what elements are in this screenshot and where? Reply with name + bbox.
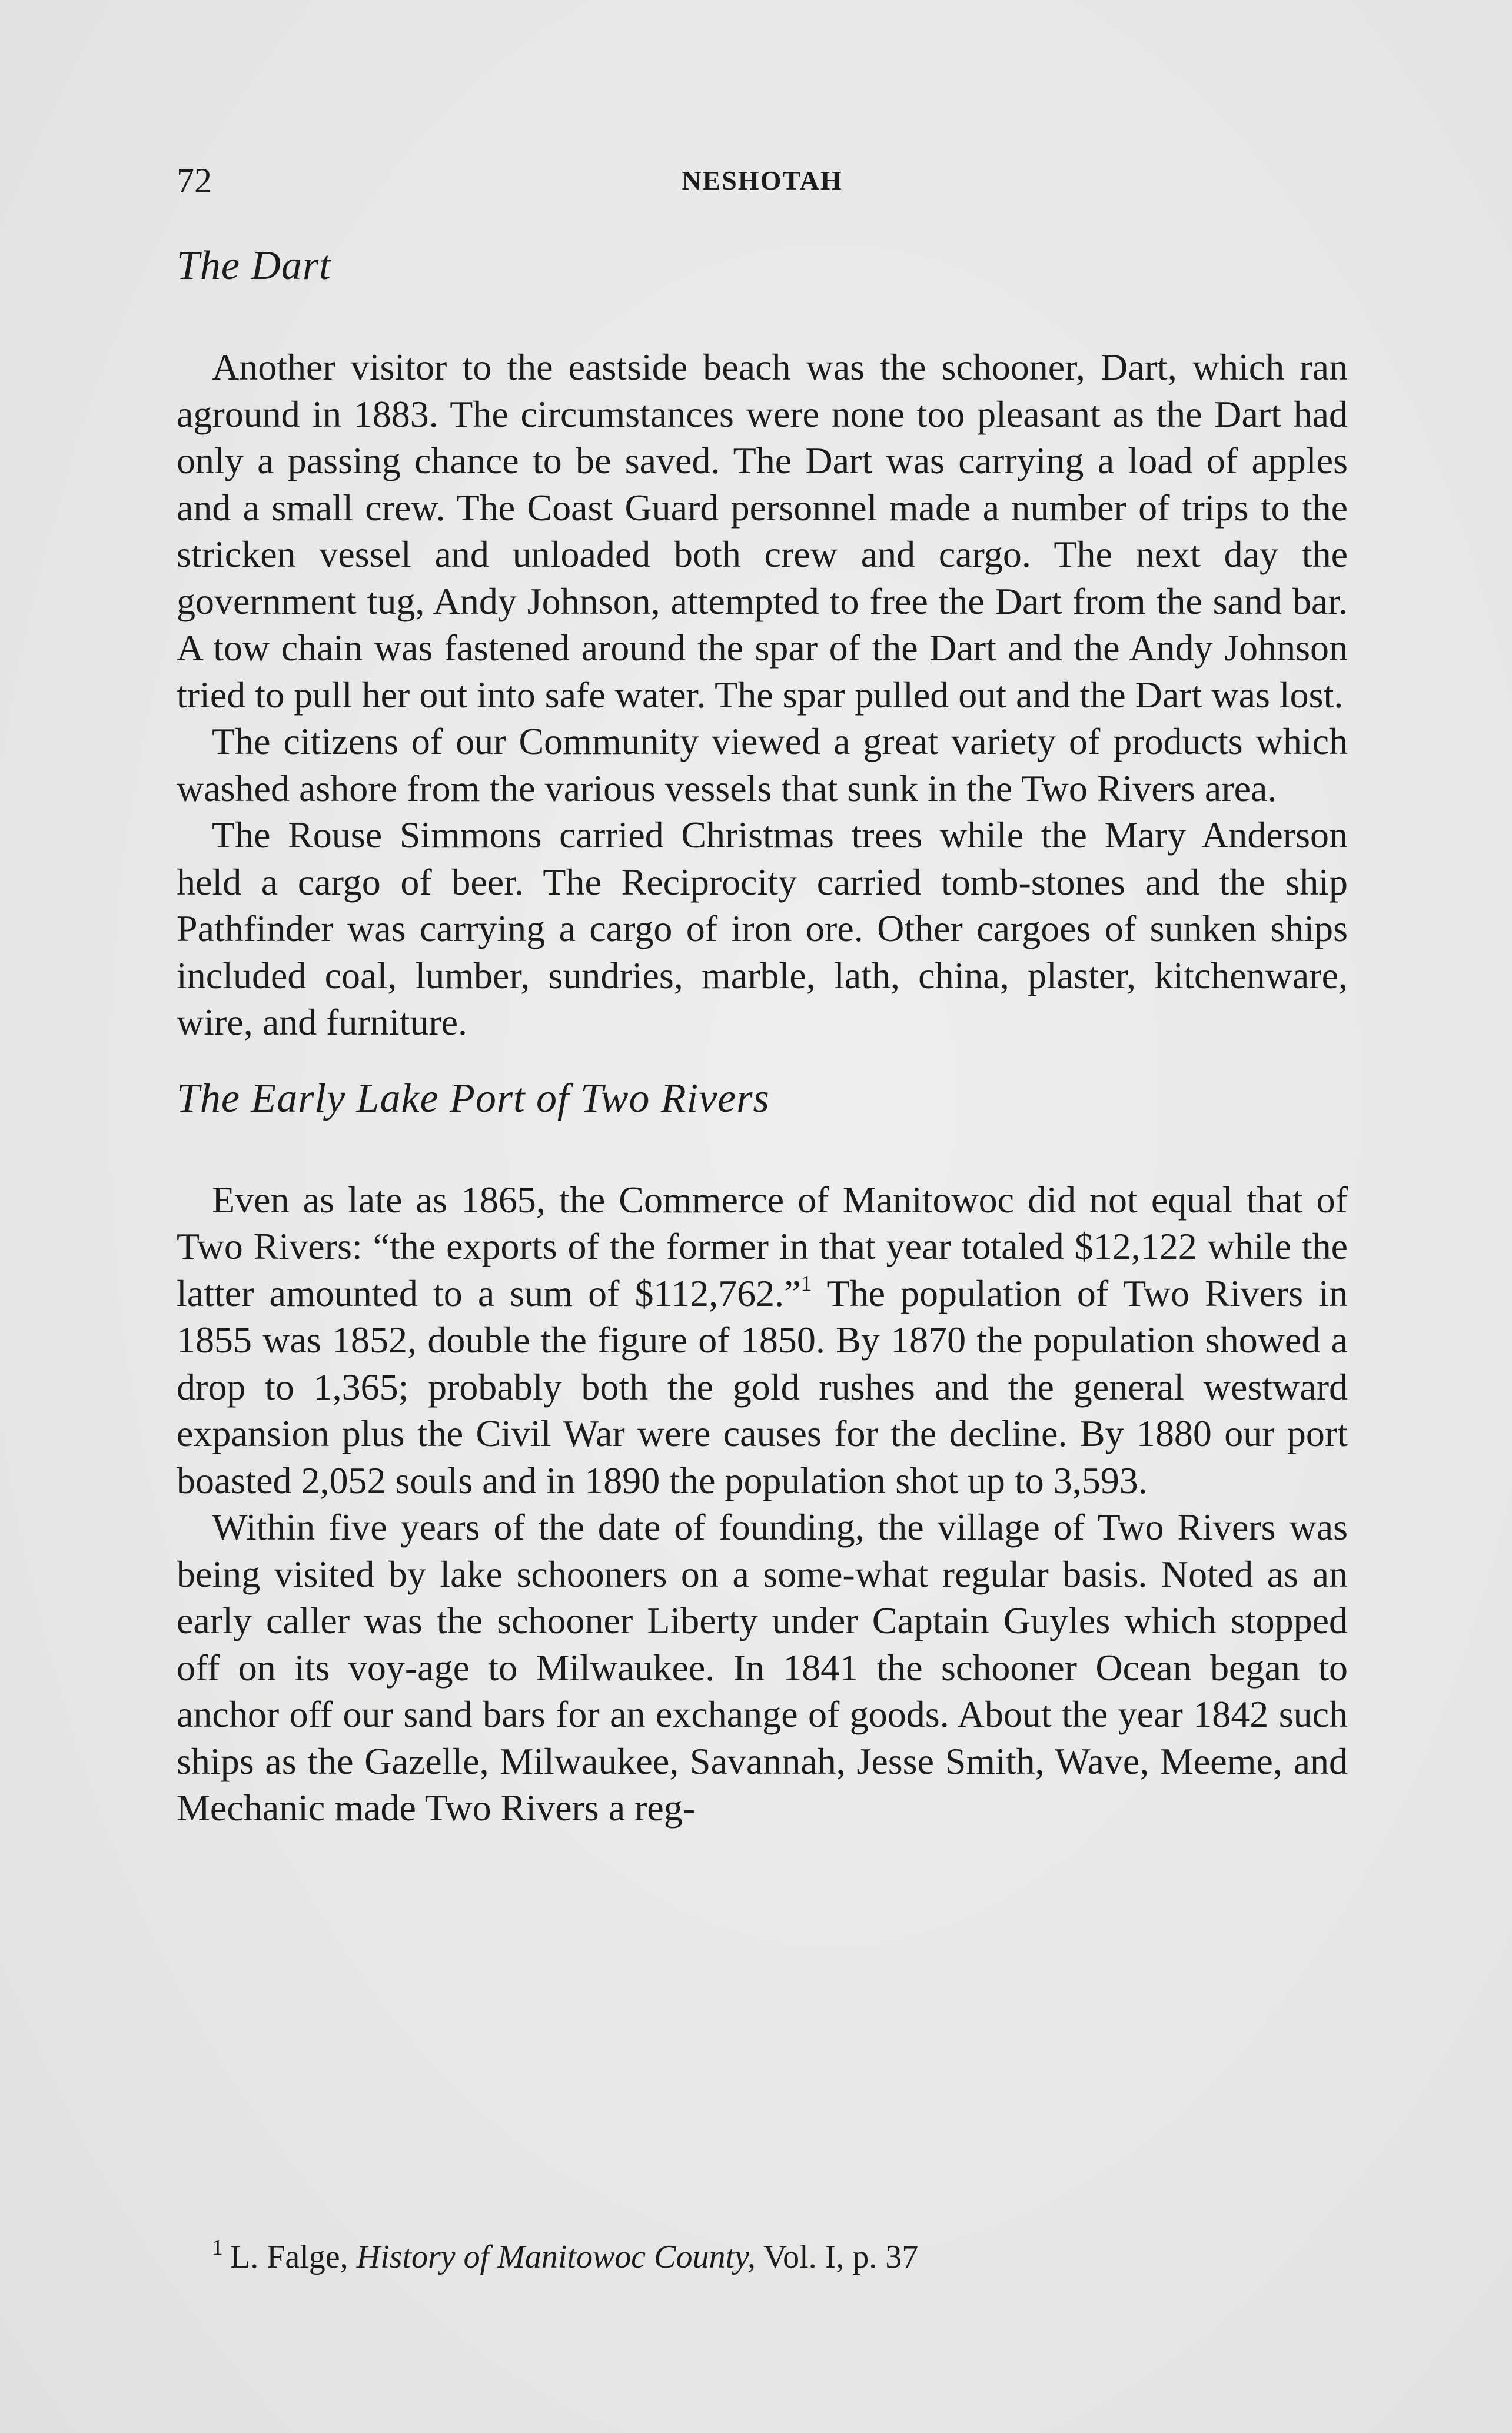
- page-header: [177, 154, 1348, 207]
- paragraph: [177, 1176, 1348, 1504]
- paragraph: Another visitor to the eastside beach was the schooner, Dart, which ran aground in 1883. The circumstances were none too pleasant as the Dart had only a passing chance to be saved. The Dart was carrying a load of apples and a small crew. The Coast Guard personnel made a number of trips to the stricken vessel and unloaded both crew and cargo. The next day the government tug, Andy Johnson, attempted to free the Dart from the sand bar. A tow chain was fastened around the spar of the Dart and the Andy Johnson tried to pull her out into safe water. The spar pulled out and the Dart was lost.: [177, 346, 1348, 716]
- footnote-marker: 1: [212, 2235, 223, 2260]
- paragraph: Within five years of the date of founding, the village of Two Rivers was being visited by lake schooners on a some-what regular basis. Noted as an early caller was the schooner Liberty under Captain Guyles which stopped off on its voy-age to Milwaukee. In 1841 the schooner Ocean began to anchor off our sand bars for an exchange of goods. About the year 1842 such ships as the Gazelle, Milwaukee, Savannah, Jesse Smith, Wave, Meeme, and Mechanic made Two Rivers a reg-: [177, 1506, 1348, 1829]
- footnote-details: Vol. I, p. 37: [763, 2239, 919, 2275]
- running-head: NESHOTAH: [682, 165, 843, 195]
- footnote-book-title: History of Manitowoc County,: [356, 2239, 756, 2275]
- footnote: [212, 2233, 1348, 2281]
- footnote-reference: 1: [800, 1271, 812, 1296]
- section-title-the-dart: The Dart: [177, 243, 331, 288]
- page-number: 72: [177, 161, 212, 200]
- section-title-early-lake-port: The Early Lake Port of Two Rivers: [177, 1075, 770, 1121]
- paragraph-text: Even as late as 1865, the Commerce of Manitowoc did not equal that of Two Rivers: “the exports of the former in that year totaled $12,122 while the latter amounted to a sum of $112,762.”: [177, 1178, 1348, 1314]
- paragraph: The Rouse Simmons carried Christmas trees while the Mary Anderson held a cargo of beer. The Reciprocity carried tomb-stones and the ship Pathfinder was carrying a cargo of iron ore. Other cargoes of sunken ships included coal, lumber, sundries, marble, lath, china, plaster, kitchenware, wire, and furniture.: [177, 814, 1348, 1043]
- paragraph: The citizens of our Community viewed a great variety of products which washed ashore from the various vessels that sunk in the Two Rivers area.: [177, 720, 1348, 809]
- paragraph-text: The population of Two Rivers in 1855 was 1852, double the figure of 1850. By 1870 the population showed a drop to 1,365; probably both the gold rushes and the general westward expansion plus the Civil War were causes for the decline. By 1880 our port boasted 2,052 souls and in 1890 the population shot up to 3,593.: [177, 1272, 1348, 1501]
- footnote-author: L. Falge,: [230, 2239, 348, 2275]
- page-body: [177, 237, 1348, 1832]
